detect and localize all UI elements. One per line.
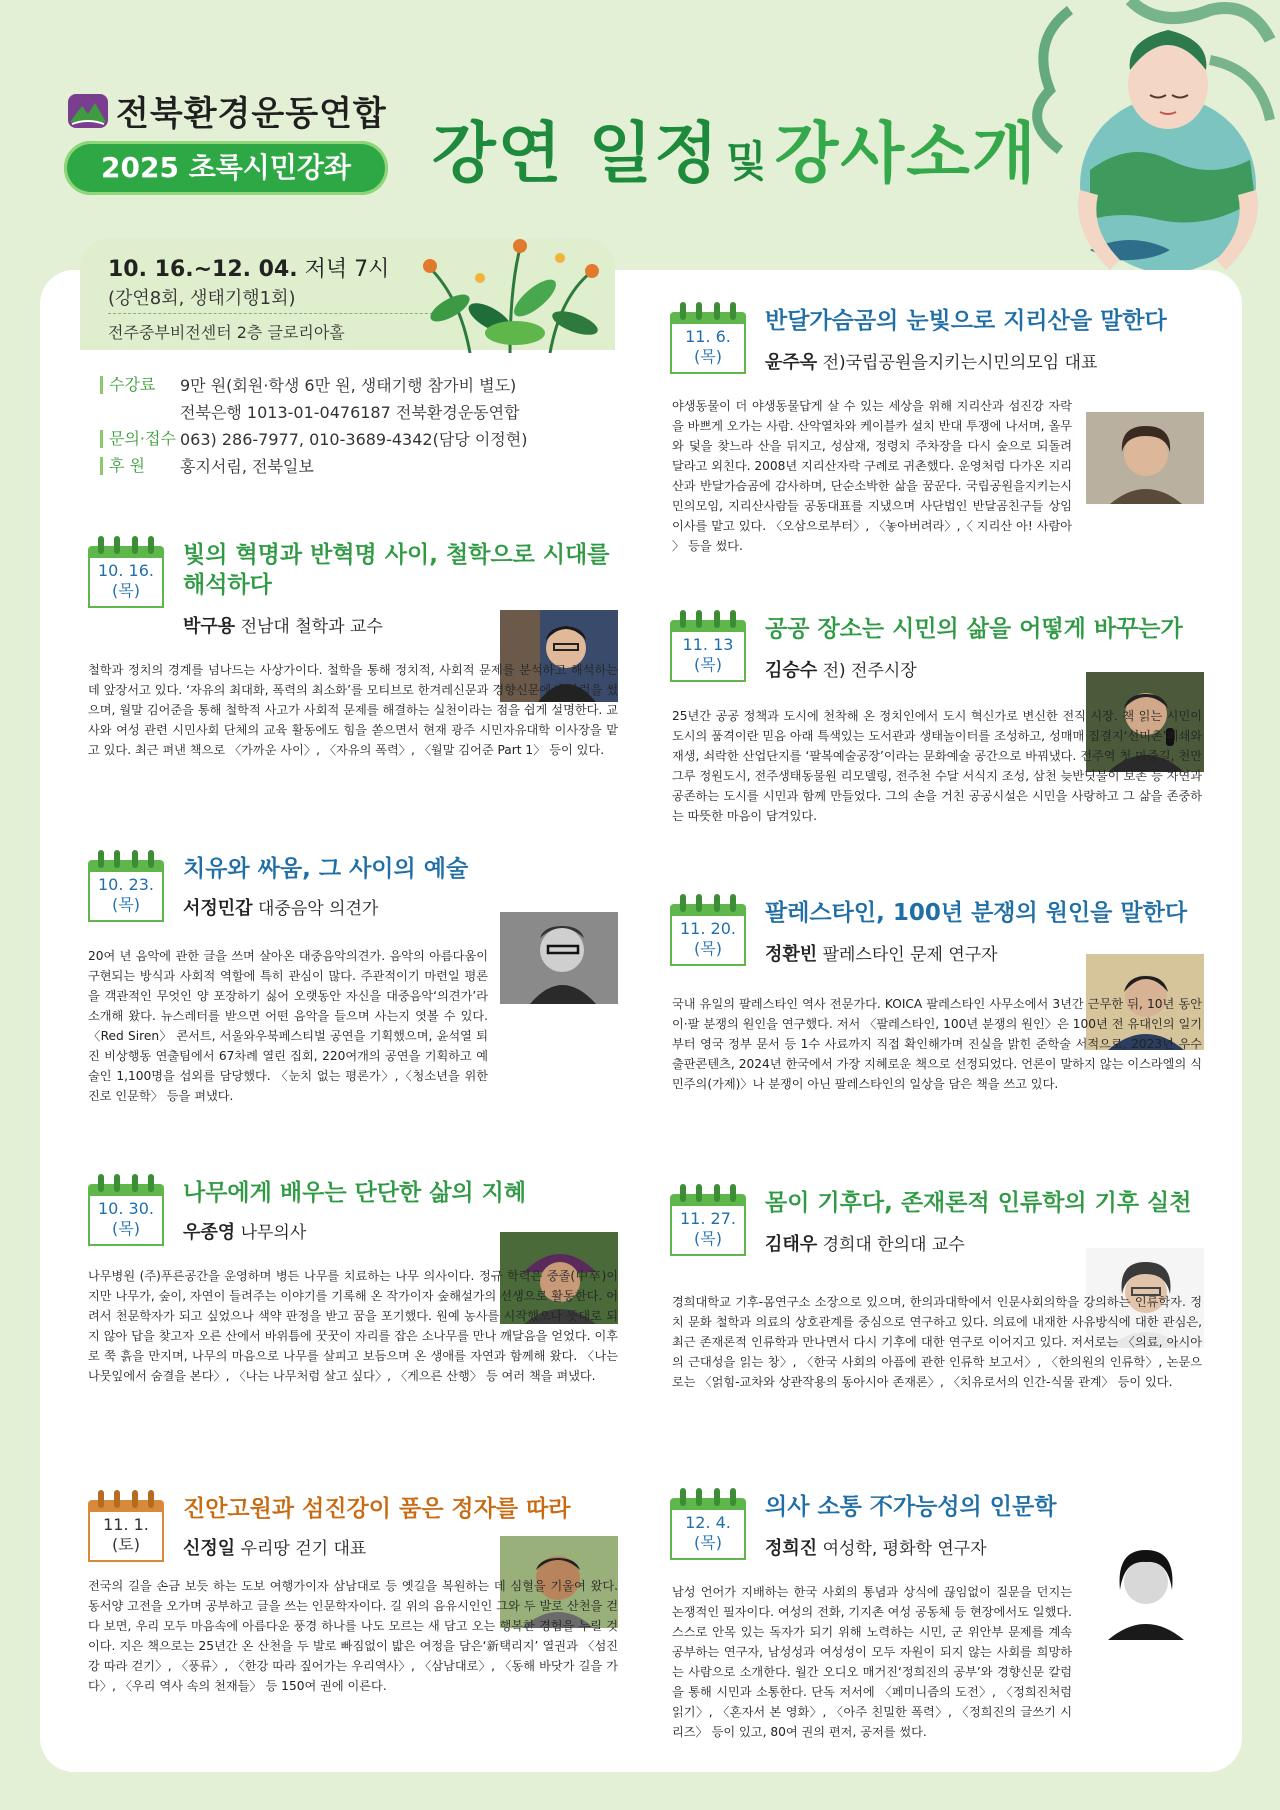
speaker-bio: 25년간 공공 정책과 도시에 천착해 온 정치인에서 도시 혁신가로 변신한 전직 시장. 책 읽는 시민이 도시의 품격이란 믿음 아래 특색있는 도서관과 생태놀이터를 조성하고, 성매매 집결지‘선미촌’폐쇄와 재생, 쇠락한 산업단지를 ‘팔복예술공장’이라는 문화예술 공간으로 바꿔냈다. 전주역 첫 마중길, 천만그루 정원도시, 전주생태동물원 리모델링, 전주천 수달 서식지 조성, 삼천 늦반딧불이 보존 등 자연과 공존하는 도시를 시민과 함께 만들었다. 그의 손을 거친 공공시설은 시민을 사랑하고 그 삶을 존중하는 따뜻한 마음이 담겨있다. — [672, 709, 1202, 823]
lecture-date: 11. 13 — [682, 635, 734, 654]
bank-row — [100, 399, 527, 426]
speaker-photo — [1086, 1536, 1204, 1640]
lecture-title: 빛의 혁명과 반혁명 사이, 철학으로 시대를 해석하다 — [183, 542, 610, 598]
speaker-bio: 나무병원 (주)푸른공간을 운영하며 병든 나무를 치료하는 나무 의사이다. 정규 학력은 중졸(中卒)이지만 나무가, 숲이, 자연이 들려주는 이야기를 기록해 온 작가이자 숲해설가의 선생으로 활동한다. 어려서 천문학자가 되고 싶었으나 색약 판정을 받고 꿈을 포기했다. 원예 농사를 시작했으나 뜻대로 되지 않아 답을 찾고자 오른 산에서 바위틈에 꿋꿋이 자리를 잡은 소나무를 만나 깨달음을 얻었다. 이후로 쭉 흙을 만지며, 나무의 마음으로 나무를 살피고 보듬으며 온 생애를 자연과 함께해 왔다. 〈나는 나뭇잎에서 숨결을 본다〉, 〈나는 나무처럼 살고 싶다〉, 〈게으른 산행〉 등 여러 책을 펴냈다. — [88, 1269, 618, 1383]
speaker — [765, 1230, 965, 1256]
lecture-date: 10. 16. — [98, 561, 154, 580]
calendar-icon — [670, 1488, 746, 1560]
speaker — [765, 1534, 987, 1560]
lecture-title: 진안고원과 섬진강이 품은 정자를 따라 — [183, 1496, 571, 1522]
schedule-time: 저녁 7시 — [304, 257, 390, 282]
speaker-role: 나무의사 — [240, 1223, 307, 1243]
speaker — [183, 612, 383, 638]
lecture-title: 반달가슴곰의 눈빛으로 지리산을 말한다 — [765, 308, 1167, 334]
lecture-day: (목) — [694, 655, 722, 674]
speaker-name: 정환빈 — [765, 944, 818, 965]
speaker-photo — [1086, 412, 1204, 504]
title-part-speakers: 강사소개 — [774, 115, 1038, 192]
lecture-day: (목) — [694, 1229, 722, 1248]
lecture-card — [670, 302, 1200, 582]
speaker-bio: 야생동물이 더 야생동물답게 살 수 있는 세상을 위해 지리산과 섬진강 자락을 바쁘게 오가는 사람. 산악열차와 케이블카 설치 반대 투쟁에 나서며, 올무와 덫을 찾느라 산을 뒤지고, 성삼재, 정령치 주차장을 다시 숲으로 되돌려 달라고 외친다. 2008년 지리산자락 구례로 귀촌했다. 운영처럼 다가온 지리산과 반달가슴곰에 감사하며, 단순소박한 삶을 꿈꾼다. 국립공원을지키는시민의모임, 지리산사람들 공동대표를 지냈으며 사단법인 반달곰친구들 상임이사를 맡고 있다. 〈오삼으로부터〉, 〈놓아버려라〉,〈 지리산 아! 사람아 〉 등을 썼다. — [672, 399, 1072, 553]
lecture-card — [670, 1184, 1200, 1464]
sponsor-label: 후 원 — [100, 457, 174, 475]
speaker-bio: 전국의 길을 손금 보듯 하는 도보 여행가이자 삼남대로 등 옛길을 복원하는 데 심혈을 기울여 왔다. 동서양 고전을 오가며 공부하고 글을 쓰는 인문학자이다. 길 위의 음유시인인 그와 두 발로 산천을 걷다 보면, 우리 모두 마음속에 아름다운 풍경 하나를 나도 모르는 새 담고 오는 행복한 경험을 누릴 것이다. 지은 책으로는 25년간 온 산천을 두 발로 빠짐없이 밟은 여정을 담은‘新택리지’ 열권과 〈섬진강 따라 걷기〉, 〈풍류〉, 〈한강 따라 짚어가는 우리역사〉, 〈삼남대로〉, 〈동해 바닷가 길을 가다〉, 〈우리 역사 속의 천재들〉 등 150여 권에 이른다. — [88, 1579, 618, 1693]
mountain-logo-icon — [68, 94, 108, 128]
lecture-date: 10. 30. — [98, 1199, 154, 1218]
lecture-card — [88, 850, 618, 1120]
contact-label: 문의·접수 — [100, 430, 174, 448]
speaker-name: 우종영 — [183, 1222, 236, 1243]
speaker-name: 윤주옥 — [765, 352, 818, 373]
calendar-icon — [88, 1490, 164, 1562]
speaker-bio: 철학과 정치의 경계를 넘나드는 사상가이다. 철학을 통해 정치적, 사회적 문제를 분석하고 해석하는 데 앞장서고 있다. ‘자유의 최대화, 폭력의 최소화’를 모티브로 한겨레신문과 경향신문에서 칼럼을 썼으며, 월말 김어준을 통해 철학적 사고가 사회적 문제를 해결하는 실천이라는 점을 쉽게 설명한다. 교사와 여성 관련 시민사회 단체의 교육 활동에도 힘을 쏟으면서 현재 광주 시민자유대학 이사장을 맡고 있다. 최근 펴낸 책으로 〈가까운 사이〉, 〈자유의 폭력〉, 〈월말 김어준 Part 1〉 등이 있다. — [88, 663, 618, 757]
lecture-day: (목) — [112, 895, 140, 914]
plant-illustration-icon — [410, 228, 610, 353]
lecture-title: 공공 장소는 시민의 삶을 어떻게 바꾸는가 — [765, 616, 1183, 642]
fee-value: 9만 원(회원·학생 6만 원, 생태기행 참가비 별도) — [180, 376, 517, 395]
lecture-day: (목) — [694, 1533, 722, 1552]
calendar-icon — [670, 610, 746, 682]
speaker-name: 서정민갑 — [183, 898, 253, 919]
speaker-role: 우리땅 걷기 대표 — [240, 1539, 367, 1559]
lecture-title: 몸이 기후다, 존재론적 인류학의 기후 실천 — [765, 1190, 1192, 1216]
contact-row — [100, 426, 527, 453]
lecture-card — [88, 1490, 618, 1750]
speaker-name: 정희진 — [765, 1538, 818, 1559]
lecture-day: (토) — [112, 1535, 140, 1554]
lecture-date: 11. 6. — [685, 327, 731, 346]
speaker — [765, 348, 1097, 374]
speaker — [765, 656, 917, 682]
schedule-dates: 10. 16.~12. 04. 저녁 7시 — [108, 257, 390, 282]
speaker-name: 김태우 — [765, 1234, 818, 1255]
speaker-name: 신정일 — [183, 1538, 236, 1559]
org-name: 전북환경운동연합 — [116, 94, 387, 134]
title-part-schedule: 강연 일정 — [432, 115, 721, 192]
sponsor-row — [100, 453, 527, 480]
contact-value: 063) 286-7977, 010-3689-4342(담당 이정현) — [180, 430, 528, 449]
title-part-and: 및 — [726, 137, 769, 186]
lecture-card — [670, 610, 1200, 870]
calendar-icon — [670, 302, 746, 374]
bank-value: 전북은행 1013-01-0476187 전북환경운동연합 — [180, 403, 520, 422]
speaker-name: 김승수 — [765, 660, 818, 681]
speaker-bio: 국내 유일의 팔레스타인 역사 전문가다. KOICA 팔레스타인 사무소에서 3년간 근무한 뒤, 10년 동안 이·팔 분쟁의 원인을 연구했다. 저서 〈팔레스타인, 100년 분쟁의 원인〉은 100년 전 유대인의 일기부터 영국 정부 문서 등 1수 사료까지 직접 확인해가며 진실을 밝힌 준학술 서적으로, 2023년 우수출판콘텐츠, 2024년 한국에서 가장 지혜로운 책으로 선정되었다. 언론이 말하지 않는 이스라엘의 식민주의(가제)〉나 분쟁이 아닌 팔레스타인의 일상을 담은 책을 쓰고 있다. — [672, 997, 1202, 1091]
lecture-card — [88, 536, 618, 816]
earth-illustration-icon — [1010, 0, 1280, 300]
lecture-title: 나무에게 배우는 단단한 삶의 지혜 — [183, 1180, 527, 1206]
sponsor-value: 홍지서림, 전북일보 — [180, 457, 314, 476]
lecture-date: 11. 1. — [103, 1515, 149, 1534]
registration-info — [100, 372, 527, 480]
calendar-icon — [670, 1184, 746, 1256]
schedule-venue: 전주중부비전센터 2층 글로리아홀 — [108, 323, 345, 342]
speaker-bio: 경희대학교 기후-몸연구소 소장으로 있으며, 한의과대학에서 인문사회의학을 강의하는 인류학자. 정치 문화 철학과 의료의 상호관계를 중심으로 연구하고 있다. 의료에 내재한 사유방식에 대한 관심은, 최근 존재론적 인류학과 만나면서 다시 기후에 대한 연구로 이어지고 있다. 저서로는 〈의료, 아시아의 근대성을 읽는 창〉, 〈한국 사회의 아픔에 관한 인류학 보고서〉, 〈한의원의 인류학〉, 논문으로는 〈얽힘-교차와 상관작용의 동아시아 존재론〉, 〈치유로서의 인간-식물 관계〉 등이 있다. — [672, 1295, 1202, 1389]
lecture-title: 의사 소통 不가능성의 인문학 — [765, 1494, 1057, 1520]
speaker-role: 팔레스타인 문제 연구자 — [822, 945, 998, 965]
lecture-title: 팔레스타인, 100년 분쟁의 원인을 말한다 — [765, 900, 1188, 926]
speaker — [183, 1534, 366, 1560]
lecture-date: 11. 27. — [680, 1209, 736, 1228]
lecture-date: 11. 20. — [680, 919, 736, 938]
speaker-role: 전남대 철학과 교수 — [240, 617, 383, 637]
speaker — [765, 940, 998, 966]
speaker — [183, 1218, 306, 1244]
calendar-icon — [88, 850, 164, 922]
speaker — [183, 894, 378, 920]
lecture-card — [670, 894, 1200, 1154]
lecture-day: (목) — [112, 581, 140, 600]
schedule-sessions: (강연8회, 생태기행1회) — [108, 288, 296, 309]
speaker-name: 박구용 — [183, 616, 236, 637]
fee-label: 수강료 — [100, 376, 174, 394]
calendar-icon — [88, 536, 164, 608]
speaker-bio: 20여 년 음악에 관한 글을 쓰며 살아온 대중음악의견가. 음악의 아름다움이 구현되는 방식과 사회적 역할에 특히 관심이 많다. 주관적이기 마련일 평론을 객관적인 무엇인 양 포장하기 싫어 오랫동안 자신을 대중음악‘의견가’라 소개해 왔다. 뉴스레터를 받으면 어떤 음악을 들으며 사는지 엿볼 수 있다. 〈Red Siren〉 콘서트, 서울와우북페스티벌 공연을 기획했으며, 윤석열 퇴진 비상행동 연출팀에서 67차례 열린 집회, 220여개의 공연을 기획하고 예술인 1,100명을 섭외를 담당했다. 〈눈치 없는 평론가〉,〈청소년을 위한 진로 인문학〉 등을 펴냈다. — [88, 949, 488, 1103]
calendar-icon — [88, 1174, 164, 1246]
divider — [108, 313, 458, 314]
lecture-date: 10. 23. — [98, 875, 154, 894]
speaker-role: 여성학, 평화학 연구자 — [822, 1539, 987, 1559]
program-badge: 2025 초록시민강좌 — [64, 141, 388, 195]
org-logo — [68, 86, 387, 135]
lecture-day: (목) — [112, 1219, 140, 1238]
lecture-card — [670, 1488, 1200, 1758]
lecture-title: 치유와 싸움, 그 사이의 예술 — [183, 856, 469, 882]
speaker-photo — [500, 912, 618, 1004]
lecture-date: 12. 4. — [685, 1513, 731, 1532]
calendar-icon — [670, 894, 746, 966]
lecture-card — [88, 1174, 618, 1444]
speaker-role: 전)국립공원을지키는시민의모임 대표 — [822, 353, 1098, 373]
fee-row — [100, 372, 527, 399]
page-title — [432, 100, 1038, 195]
speaker-bio: 남성 언어가 지배하는 한국 사회의 통념과 상식에 끊임없이 질문을 던지는 논쟁적인 필자이다. 여성의 전화, 기지촌 여성 공동체 등 현장에서도 일했다. 스스로 안목 있는 독자가 되기 위해 노력하는 시민, 군 위안부 문제를 계속 공부하는 연구자, 남성성과 여성성이 모두 자원이 되지 않는 사회를 희망하는 사람으로 소개한다. 월간 오디오 매거진‘정희진의 공부’와 경향신문 칼럼을 통해 시민과 소통한다. 단독 저서에 〈페미니즘의 도전〉, 〈정희진처럼 읽기〉, 〈혼자서 본 영화〉, 〈아주 친밀한 폭력〉, 〈정희진의 글쓰기 시리즈〉 등이 있고, 80여 권의 편저, 공저를 썼다. — [672, 1585, 1072, 1739]
speaker-role: 전) 전주시장 — [822, 661, 917, 681]
bank-label-spacer — [100, 403, 174, 421]
lecture-day: (목) — [694, 347, 722, 366]
speaker-role: 경희대 한의대 교수 — [822, 1235, 965, 1255]
lecture-day: (목) — [694, 939, 722, 958]
speaker-role: 대중음악 의견가 — [257, 899, 379, 919]
